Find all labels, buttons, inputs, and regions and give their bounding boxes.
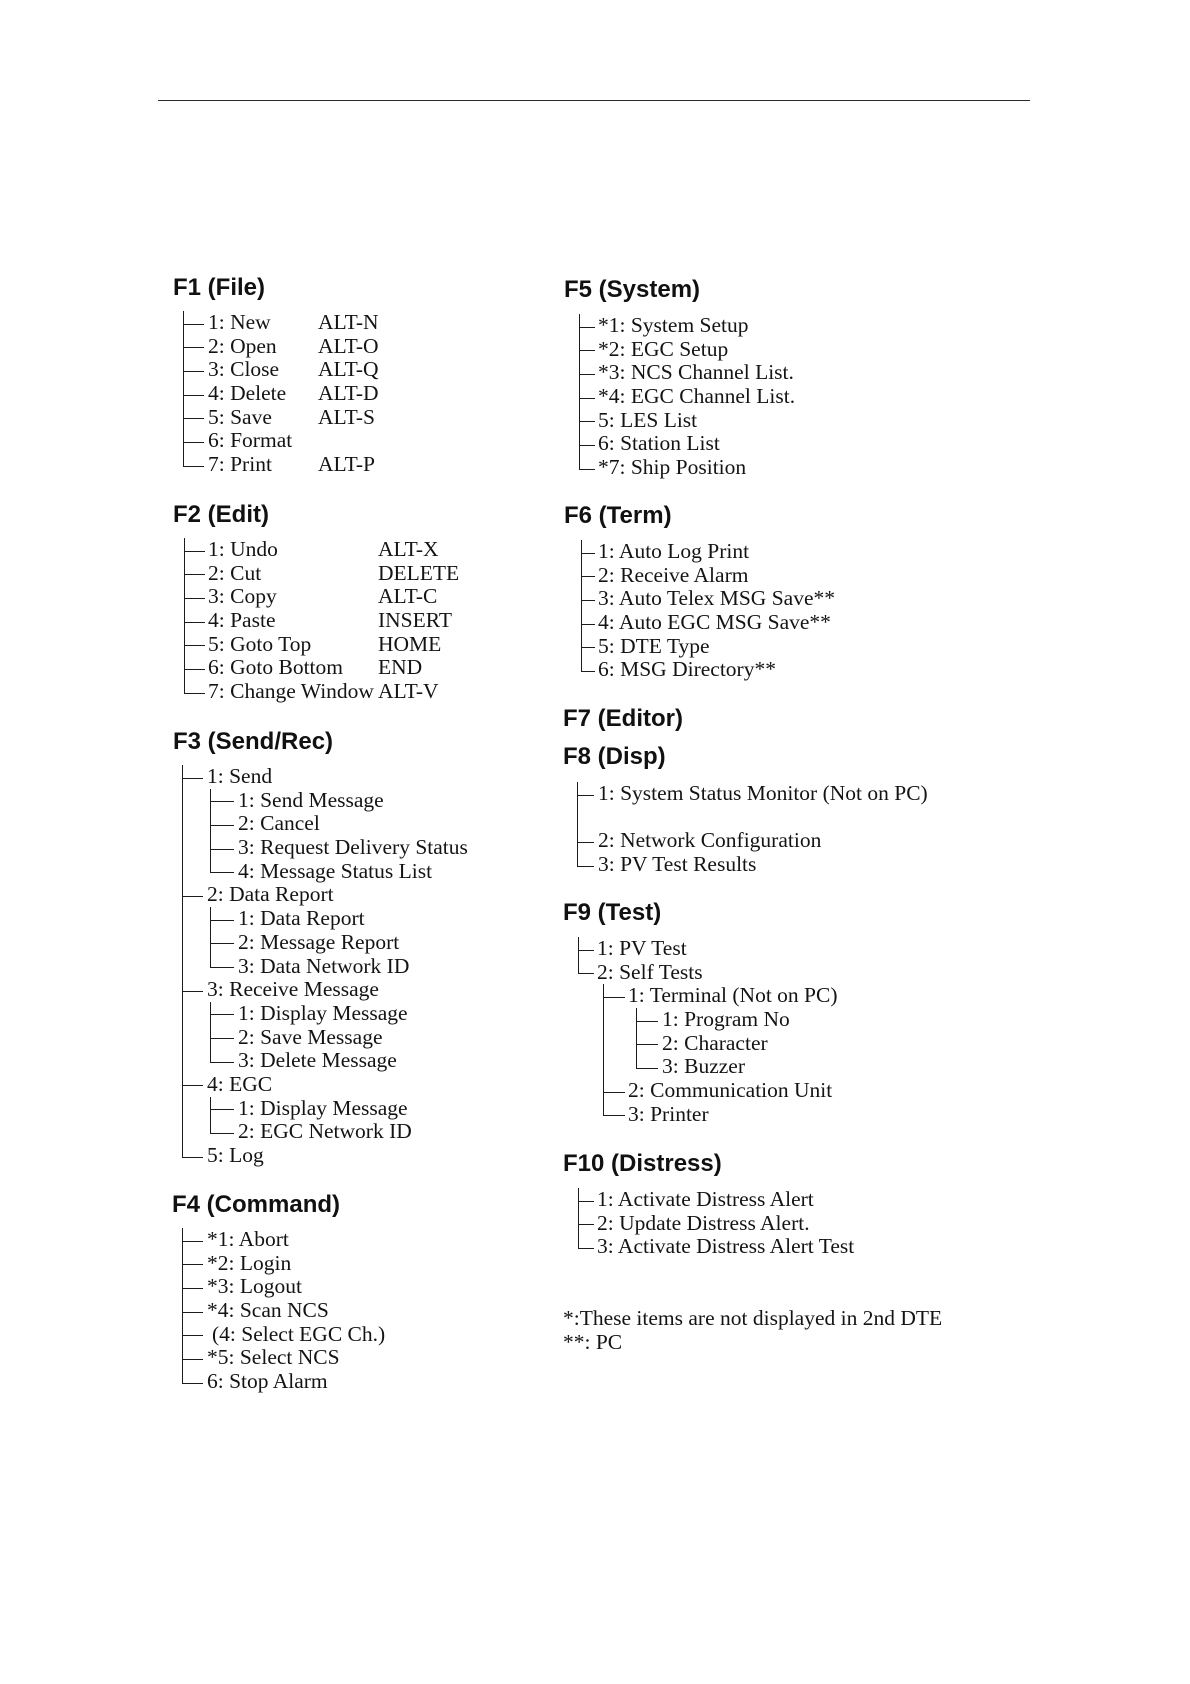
term-menu-heading: F6 (Term) bbox=[564, 502, 672, 529]
item-label: 3: Request Delivery Status bbox=[238, 835, 468, 860]
select-ncs-item bbox=[182, 1346, 385, 1370]
item-row bbox=[208, 453, 379, 477]
item-label: *1: Abort bbox=[207, 1227, 289, 1251]
system-status-monitor-item bbox=[577, 782, 928, 829]
item-label: 2: Message Report bbox=[238, 929, 400, 954]
item-label: 2: Save Message bbox=[238, 1024, 383, 1049]
file-print-item bbox=[183, 453, 379, 477]
item-label: 6: Stop Alarm bbox=[207, 1369, 328, 1394]
item-row bbox=[208, 680, 459, 704]
file-menu-heading: F1 (File) bbox=[173, 274, 266, 301]
item-label: *7: Ship Position bbox=[598, 455, 747, 480]
send-rec-menu-tree bbox=[182, 765, 468, 1168]
display-message-item bbox=[210, 1002, 468, 1026]
edit-paste-item bbox=[184, 609, 459, 633]
printer-item bbox=[603, 1103, 838, 1127]
character-item bbox=[636, 1032, 838, 1056]
message-status-list-item bbox=[210, 860, 468, 884]
shortcut-key: ALT-N bbox=[318, 310, 379, 334]
item-label: 7: Print bbox=[208, 452, 272, 477]
item-label: 3: Buzzer bbox=[662, 1054, 745, 1079]
item-label: 1: Auto Log Print bbox=[598, 539, 750, 563]
item-label: 1: Undo bbox=[208, 537, 278, 561]
stop-alarm-item bbox=[182, 1370, 385, 1394]
item-label: *2: Login bbox=[207, 1250, 292, 1275]
footnote-double-asterisk: **: PC bbox=[563, 1329, 623, 1354]
item-label: 1: Display Message bbox=[238, 1000, 408, 1025]
item-label: 3: Delete Message bbox=[238, 1048, 397, 1073]
send-rec-menu-heading: F3 (Send/Rec) bbox=[173, 728, 334, 755]
egc-item bbox=[182, 1073, 468, 1144]
shortcut-key: ALT-P bbox=[318, 452, 375, 477]
item-label: 3: PV Test Results bbox=[598, 852, 757, 877]
file-save-item bbox=[183, 406, 379, 430]
terminal-test-submenu bbox=[636, 1008, 838, 1079]
distress-menu-tree bbox=[578, 1188, 854, 1259]
egc-display-message-item bbox=[210, 1097, 468, 1121]
footnotes bbox=[563, 1307, 942, 1354]
item-label: 6: Goto Bottom bbox=[208, 655, 343, 680]
file-close-item bbox=[183, 358, 379, 382]
self-tests-item bbox=[578, 961, 838, 1127]
auto-telex-msg-save-item bbox=[581, 587, 835, 611]
item-label: 2: Network Configuration bbox=[598, 828, 822, 853]
item-label: 1: PV Test bbox=[597, 936, 687, 960]
scan-ncs-item bbox=[182, 1299, 385, 1323]
egc-network-id-item bbox=[210, 1120, 468, 1144]
dte-type-item bbox=[581, 635, 835, 659]
item-label: 2: EGC Network ID bbox=[238, 1119, 412, 1144]
terminal-test-item bbox=[603, 984, 838, 1079]
send-message-item bbox=[210, 789, 468, 813]
edit-goto-top-item bbox=[184, 633, 459, 657]
login-item bbox=[182, 1252, 385, 1276]
item-label: *1: System Setup bbox=[598, 313, 749, 337]
item-label: *2: EGC Setup bbox=[598, 336, 729, 361]
item-row bbox=[208, 609, 459, 633]
edit-menu-tree bbox=[184, 538, 459, 704]
activate-distress-alert-test-item bbox=[578, 1235, 854, 1259]
message-report-item bbox=[210, 931, 468, 955]
item-label: 1: Display Message bbox=[238, 1095, 408, 1120]
disp-menu-heading: F8 (Disp) bbox=[563, 743, 666, 770]
item-label: 3: Printer bbox=[628, 1101, 709, 1126]
item-label: 1: Activate Distress Alert bbox=[597, 1187, 814, 1211]
receive-alarm-item bbox=[581, 564, 835, 588]
file-open-item bbox=[183, 335, 379, 359]
item-label: 6: Format bbox=[208, 428, 293, 453]
msg-directory-item bbox=[581, 658, 835, 682]
disp-menu-tree bbox=[577, 782, 928, 877]
item-row bbox=[208, 358, 379, 382]
file-delete-item bbox=[183, 382, 379, 406]
buzzer-item bbox=[636, 1055, 838, 1079]
network-configuration-item bbox=[577, 829, 928, 853]
file-new-item bbox=[183, 311, 379, 335]
command-menu-tree bbox=[182, 1228, 385, 1394]
item-label: *4: EGC Channel List. bbox=[598, 384, 796, 409]
item-label: 1: System Status Monitor (Not on PC) bbox=[598, 781, 928, 805]
item-label: 1: Data Report bbox=[238, 906, 365, 931]
command-menu-heading: F4 (Command) bbox=[172, 1191, 340, 1218]
edit-undo-item bbox=[184, 538, 459, 562]
shortcut-key: DELETE bbox=[378, 560, 460, 585]
shortcut-key: END bbox=[378, 655, 423, 680]
request-delivery-status-item bbox=[210, 836, 468, 860]
item-label: 1: Send Message bbox=[238, 787, 384, 812]
ship-position-item bbox=[579, 456, 795, 480]
file-format-item bbox=[183, 429, 379, 453]
pv-test-results-item bbox=[577, 853, 928, 877]
item-label: 4: Auto EGC MSG Save** bbox=[598, 610, 831, 635]
delete-message-item bbox=[210, 1049, 468, 1073]
send-submenu bbox=[210, 789, 468, 884]
item-row bbox=[208, 633, 459, 657]
distress-menu-heading: F10 (Distress) bbox=[563, 1150, 722, 1177]
item-label: 5: Log bbox=[207, 1143, 264, 1167]
item-label: 2: Communication Unit bbox=[628, 1078, 833, 1103]
save-message-item bbox=[210, 1026, 468, 1050]
egc-channel-list-item bbox=[579, 385, 795, 409]
item-label: *3: Logout bbox=[207, 1274, 302, 1299]
item-label: 3: Activate Distress Alert Test bbox=[597, 1234, 855, 1259]
item-label: 5: LES List bbox=[598, 407, 698, 432]
logout-item bbox=[182, 1275, 385, 1299]
item-label: 3: Data Network ID bbox=[238, 953, 410, 978]
shortcut-key: ALT-V bbox=[378, 679, 439, 704]
item-label: 1: Terminal (Not on PC) bbox=[628, 983, 838, 1008]
item-label: 6: MSG Directory** bbox=[598, 657, 776, 682]
item-label: 2: Cancel bbox=[238, 811, 320, 836]
item-label: 4: EGC bbox=[207, 1071, 273, 1096]
shortcut-key: ALT-D bbox=[318, 381, 379, 406]
shortcut-key: HOME bbox=[378, 631, 442, 656]
item-label: 1: Send bbox=[207, 764, 273, 788]
select-egc-ch-item bbox=[182, 1323, 385, 1347]
item-label: 5: Save bbox=[208, 404, 272, 429]
activate-distress-alert-item bbox=[578, 1188, 854, 1212]
cancel-item bbox=[210, 812, 468, 836]
item-label: (4: Select EGC Ch.) bbox=[212, 1321, 386, 1346]
item-label: 2: Self Tests bbox=[597, 959, 703, 984]
item-label: 3: Receive Message bbox=[207, 977, 379, 1002]
item-label: 1: Program No bbox=[662, 1007, 790, 1032]
item-label: 2: Receive Alarm bbox=[598, 562, 749, 587]
item-label: 4: Message Status List bbox=[238, 858, 433, 883]
edit-change-window-item bbox=[184, 680, 459, 704]
shortcut-key: ALT-X bbox=[378, 537, 439, 561]
test-menu-heading: F9 (Test) bbox=[563, 899, 662, 926]
footnote-single-asterisk: *:These items are not displayed in 2nd DTE bbox=[563, 1306, 943, 1330]
item-label: *3: NCS Channel List. bbox=[598, 360, 794, 385]
item-label: 6: Station List bbox=[598, 431, 720, 456]
receive-message-item bbox=[182, 978, 468, 1073]
log-item bbox=[182, 1144, 468, 1168]
system-menu-heading: F5 (System) bbox=[564, 276, 701, 303]
shortcut-key: ALT-Q bbox=[318, 357, 379, 382]
receive-message-submenu bbox=[210, 1002, 468, 1073]
egc-setup-item bbox=[579, 338, 795, 362]
shortcut-key: INSERT bbox=[378, 608, 452, 633]
item-label: 2: Open bbox=[208, 333, 277, 358]
self-tests-submenu bbox=[603, 984, 838, 1126]
item-label: 2: Cut bbox=[208, 560, 262, 585]
data-report-subitem bbox=[210, 907, 468, 931]
shortcut-key: ALT-C bbox=[378, 584, 438, 609]
item-label: 5: DTE Type bbox=[598, 633, 710, 658]
item-row bbox=[208, 335, 379, 359]
item-row bbox=[208, 585, 459, 609]
item-label: 4: Delete bbox=[208, 381, 287, 406]
test-menu-tree bbox=[578, 937, 838, 1127]
item-label: 1: New bbox=[208, 310, 271, 334]
system-menu-tree bbox=[579, 314, 795, 480]
item-label: 3: Close bbox=[208, 357, 280, 382]
item-label: 2: Update Distress Alert. bbox=[597, 1210, 810, 1235]
data-report-item bbox=[182, 883, 468, 978]
term-menu-tree bbox=[581, 540, 835, 682]
item-row bbox=[208, 656, 459, 680]
program-no-item bbox=[636, 1008, 838, 1032]
header-rule bbox=[158, 100, 1030, 101]
item-row bbox=[208, 562, 459, 586]
item-label: *4: Scan NCS bbox=[207, 1298, 329, 1323]
update-distress-alert-item bbox=[578, 1212, 854, 1236]
edit-cut-item bbox=[184, 562, 459, 586]
auto-egc-msg-save-item bbox=[581, 611, 835, 635]
item-label: 5: Goto Top bbox=[208, 631, 312, 656]
item-row bbox=[208, 406, 379, 430]
pv-test-item bbox=[578, 937, 838, 961]
editor-menu-heading: F7 (Editor) bbox=[563, 705, 683, 732]
file-menu-tree bbox=[183, 311, 379, 477]
item-label: 3: Copy bbox=[208, 584, 277, 609]
edit-menu-heading: F2 (Edit) bbox=[173, 501, 269, 528]
shortcut-key: ALT-O bbox=[318, 333, 379, 358]
egc-submenu bbox=[210, 1097, 468, 1144]
item-label: 2: Data Report bbox=[207, 882, 334, 907]
item-label: 4: Paste bbox=[208, 608, 276, 633]
data-network-id-item bbox=[210, 955, 468, 979]
item-label: *5: Select NCS bbox=[207, 1345, 340, 1370]
send-item bbox=[182, 765, 468, 883]
edit-goto-bottom-item bbox=[184, 656, 459, 680]
data-report-submenu bbox=[210, 907, 468, 978]
item-label: 7: Change Window bbox=[208, 679, 374, 704]
item-row bbox=[208, 538, 459, 562]
ncs-channel-list-item bbox=[579, 361, 795, 385]
auto-log-print-item bbox=[581, 540, 835, 564]
item-row bbox=[208, 311, 379, 335]
item-label: 3: Auto Telex MSG Save** bbox=[598, 586, 835, 611]
abort-item bbox=[182, 1228, 385, 1252]
station-list-item bbox=[579, 432, 795, 456]
item-label: 2: Character bbox=[662, 1030, 768, 1055]
item-row bbox=[208, 382, 379, 406]
communication-unit-item bbox=[603, 1079, 838, 1103]
shortcut-key: ALT-S bbox=[318, 404, 375, 429]
edit-copy-item bbox=[184, 585, 459, 609]
system-setup-item bbox=[579, 314, 795, 338]
les-list-item bbox=[579, 409, 795, 433]
